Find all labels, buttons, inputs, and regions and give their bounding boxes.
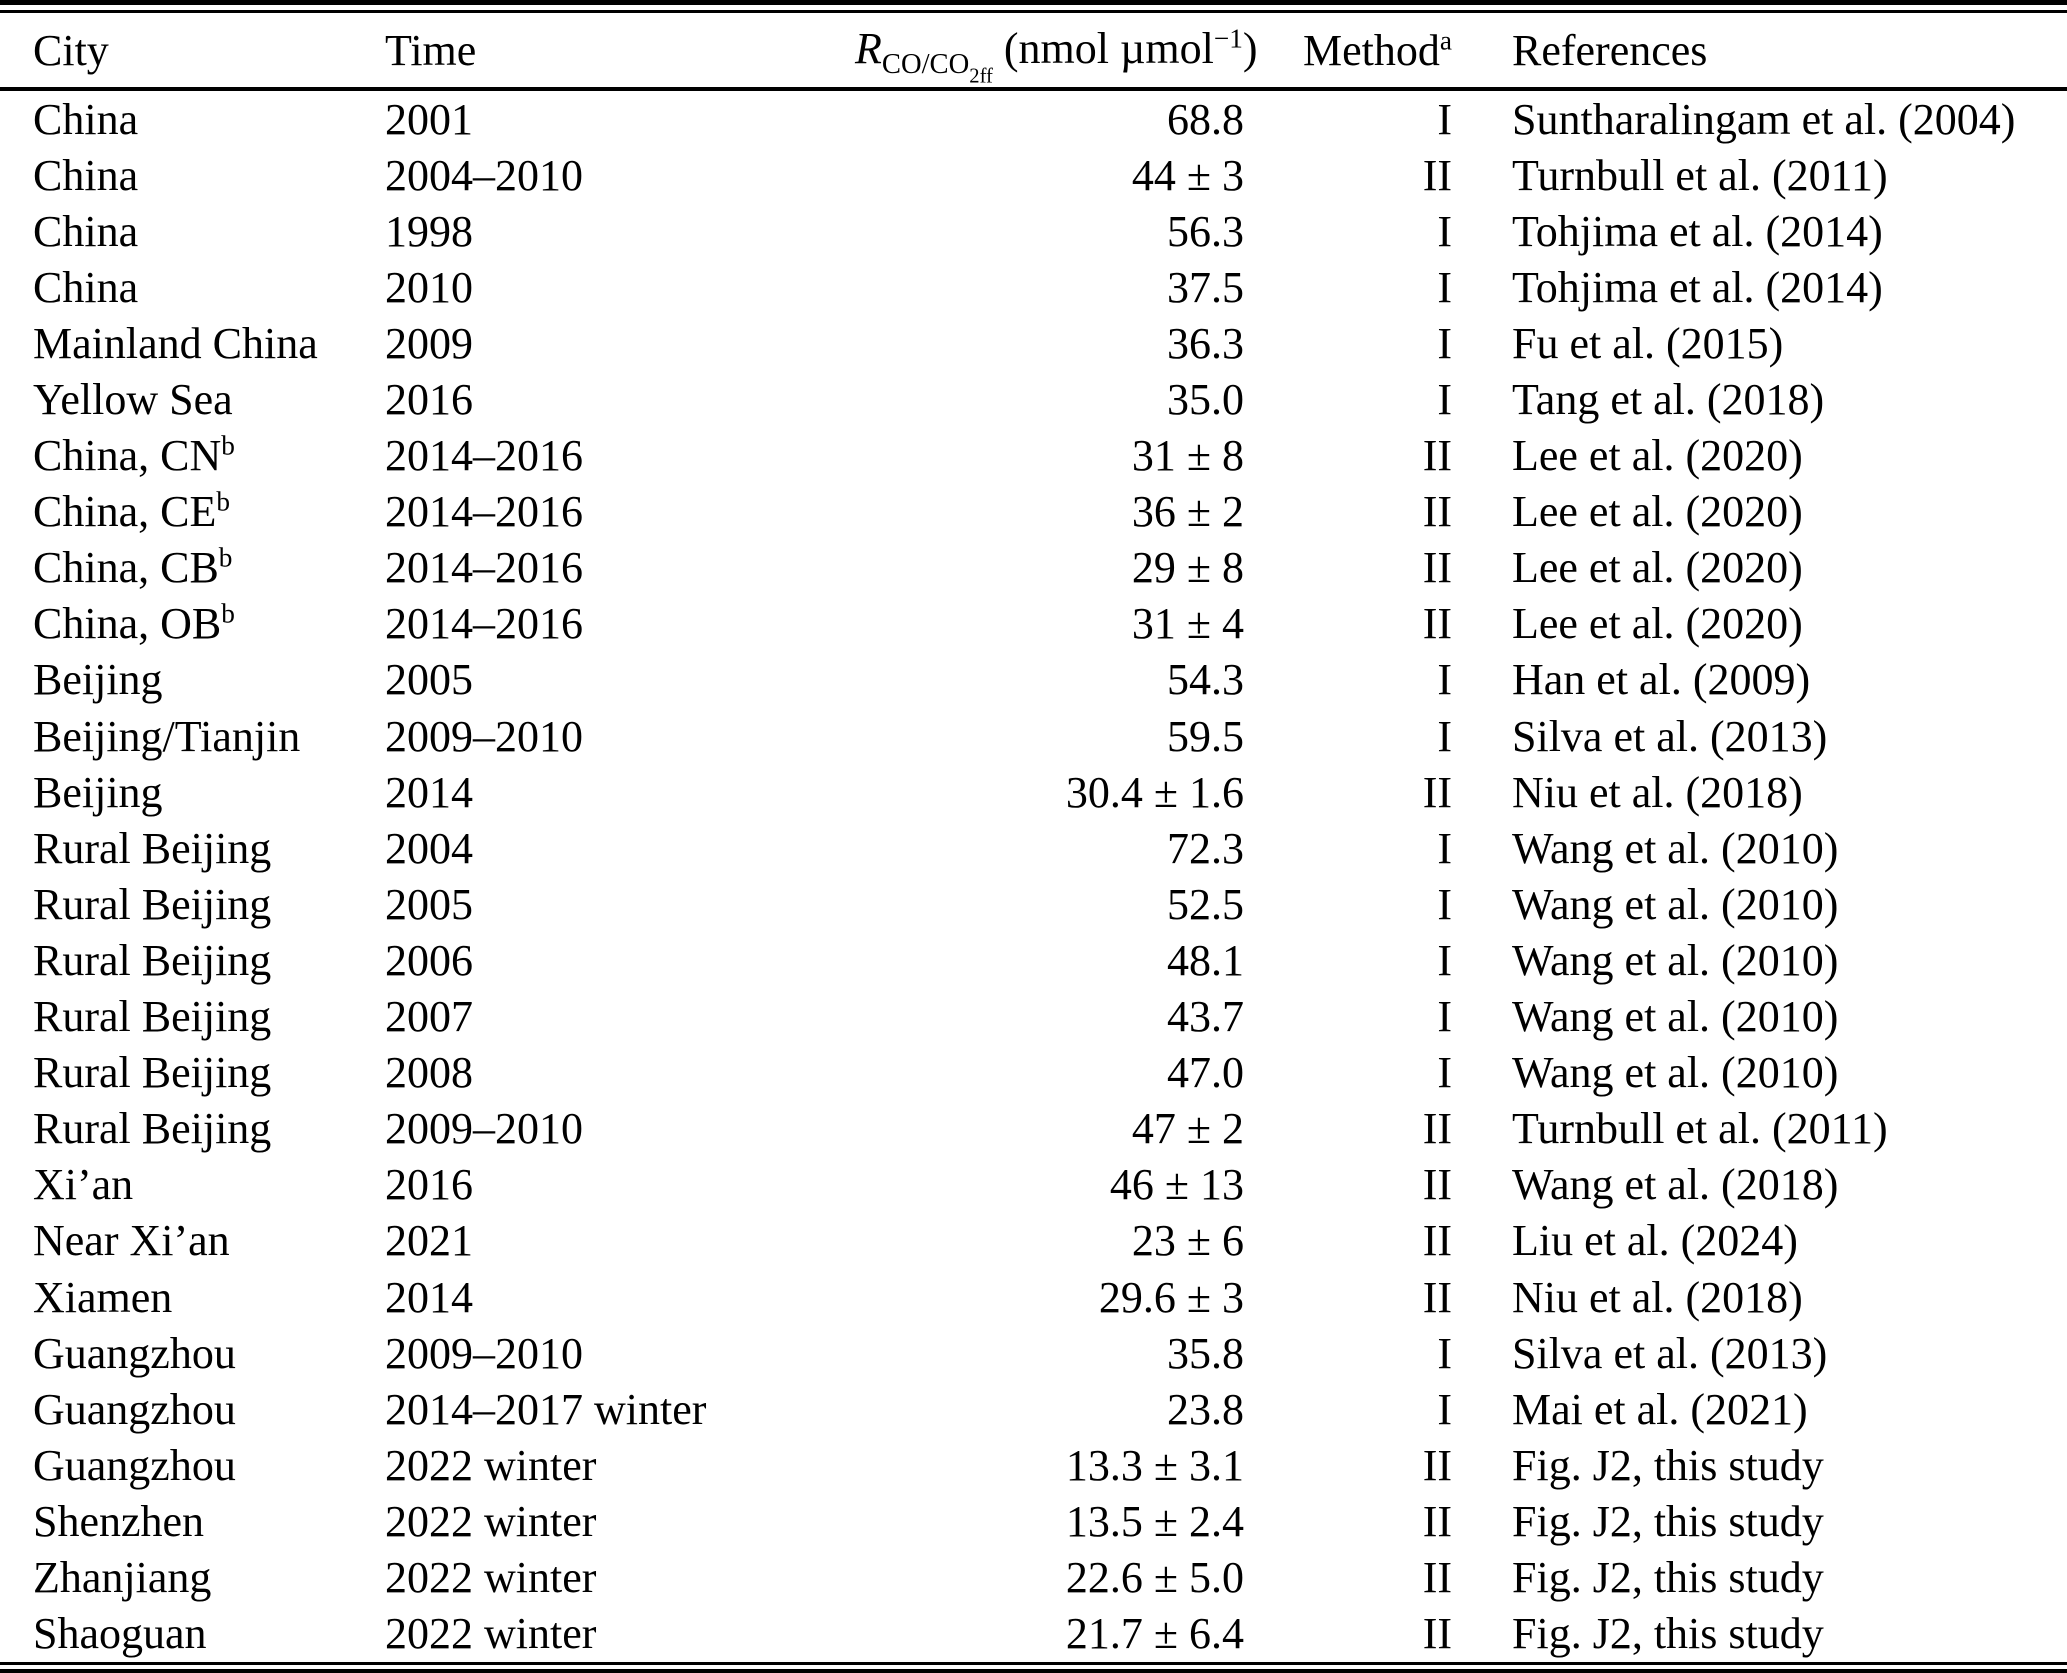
table-cell-ratio-value: 36 ± 2 bbox=[1131, 487, 1244, 537]
table-row bbox=[0, 259, 2067, 315]
city-name: Shaoguan bbox=[33, 1609, 207, 1659]
table-cell-reference: Han et al. (2009) bbox=[1512, 655, 1811, 705]
table-cell-ratio-value: 31 ± 4 bbox=[1131, 599, 1244, 649]
table-row bbox=[0, 1381, 2067, 1437]
table-cell-method: II bbox=[1422, 599, 1452, 649]
table-row bbox=[0, 540, 2067, 596]
city-name: Guangzhou bbox=[33, 1384, 236, 1434]
table-cell-city bbox=[0, 1437, 385, 1493]
table-row bbox=[0, 484, 2067, 540]
table-cell-city bbox=[0, 876, 385, 932]
city-name: Xi’an bbox=[33, 1160, 134, 1210]
city-name: China bbox=[33, 262, 139, 312]
table-cell-method: II bbox=[1422, 150, 1452, 200]
table-cell-method: I bbox=[1437, 318, 1452, 368]
table-cell-reference: Niu et al. (2018) bbox=[1512, 767, 1803, 817]
city-footnote-marker: b bbox=[216, 486, 230, 517]
table-row bbox=[0, 1213, 2067, 1269]
table-cell-reference: Wang et al. (2018) bbox=[1512, 1160, 1839, 1210]
table-cell-method: II bbox=[1422, 1216, 1452, 1266]
table-cell-reference: Wang et al. (2010) bbox=[1512, 823, 1839, 873]
table-cell-reference: Silva et al. (2013) bbox=[1512, 1328, 1828, 1378]
table-cell-ratio-value: 13.5 ± 2.4 bbox=[1065, 1496, 1244, 1546]
table-cell-time: 2001 bbox=[385, 94, 473, 144]
table-cell-time: 2005 bbox=[385, 879, 473, 929]
table-cell-time: 2014 bbox=[385, 767, 473, 817]
table-cell-city bbox=[0, 1381, 385, 1437]
table-cell-ratio-value: 13.3 ± 3.1 bbox=[1065, 1440, 1244, 1490]
table-row bbox=[0, 764, 2067, 820]
table-header-row bbox=[0, 13, 2067, 89]
table-cell-ratio-value: 36.3 bbox=[1167, 318, 1244, 368]
table-cell-time: 2021 bbox=[385, 1216, 473, 1266]
city-footnote-marker: b bbox=[218, 542, 233, 573]
table-cell-city bbox=[0, 708, 385, 764]
table-cell-city bbox=[0, 1157, 385, 1213]
city-name: Beijing bbox=[33, 655, 163, 705]
table-cell-time: 2004–2010 bbox=[385, 150, 583, 200]
table-cell-city bbox=[0, 371, 385, 427]
city-name: China, CN bbox=[33, 431, 222, 481]
table-cell-ratio-value: 72.3 bbox=[1167, 823, 1244, 873]
method-header-label: Method bbox=[1303, 25, 1440, 75]
table-cell-city bbox=[0, 820, 385, 876]
table-cell-reference: Wang et al. (2010) bbox=[1512, 879, 1839, 929]
table-cell-time: 2009 bbox=[385, 318, 473, 368]
table-row bbox=[0, 1045, 2067, 1101]
city-name: Mainland China bbox=[33, 318, 318, 368]
ratio-unit-close: ) bbox=[1242, 24, 1258, 74]
table-cell-method: II bbox=[1422, 1552, 1452, 1602]
method-footnote-marker: a bbox=[1439, 24, 1452, 55]
city-name: Zhanjiang bbox=[33, 1552, 212, 1602]
city-name: Rural Beijing bbox=[33, 935, 272, 985]
table-cell-city bbox=[0, 596, 385, 652]
table-row bbox=[0, 876, 2067, 932]
table-cell-ratio-value: 52.5 bbox=[1167, 879, 1244, 929]
table-cell-ratio-value: 29.6 ± 3 bbox=[1098, 1272, 1244, 1322]
table-cell-ratio-value: 30.4 ± 1.6 bbox=[1065, 767, 1244, 817]
table-cell-method: II bbox=[1422, 431, 1452, 481]
city-name: China bbox=[33, 94, 139, 144]
table-cell-time: 2016 bbox=[385, 1160, 473, 1210]
city-name: Yellow Sea bbox=[33, 375, 233, 425]
table-cell-method: II bbox=[1422, 1609, 1452, 1659]
table-cell-time: 2014–2016 bbox=[385, 543, 583, 593]
table-row bbox=[0, 989, 2067, 1045]
table-cell-reference: Lee et al. (2020) bbox=[1512, 599, 1803, 649]
table-cell-reference: Turnbull et al. (2011) bbox=[1512, 150, 1888, 200]
city-name: China, CB bbox=[33, 543, 219, 593]
city-name: Rural Beijing bbox=[33, 1048, 272, 1098]
table-cell-time: 2022 winter bbox=[385, 1496, 597, 1546]
table-row bbox=[0, 1606, 2067, 1662]
column-header-references: References bbox=[1460, 13, 2067, 89]
table-cell-time: 2014–2017 winter bbox=[385, 1384, 707, 1434]
table-cell-time: 2016 bbox=[385, 375, 473, 425]
table-cell-reference: Mai et al. (2021) bbox=[1512, 1384, 1808, 1434]
table-cell-reference: Wang et al. (2010) bbox=[1512, 992, 1839, 1042]
table-cell-method: II bbox=[1422, 1440, 1452, 1490]
table-cell-reference: Suntharalingam et al. (2004) bbox=[1512, 94, 2016, 144]
table-cell-city bbox=[0, 1606, 385, 1662]
table-cell-method: II bbox=[1422, 1104, 1452, 1154]
table-cell-ratio-value: 48.1 bbox=[1167, 935, 1244, 985]
table-cell-city bbox=[0, 1213, 385, 1269]
table-cell-reference: Wang et al. (2010) bbox=[1512, 935, 1839, 985]
column-header-method bbox=[1250, 13, 1460, 89]
table-row bbox=[0, 1269, 2067, 1325]
table-bottom-rule-thick bbox=[0, 1669, 2067, 1673]
table-cell-method: II bbox=[1422, 487, 1452, 537]
table-cell-time: 2009–2010 bbox=[385, 711, 583, 761]
table-cell-reference: Niu et al. (2018) bbox=[1512, 1272, 1803, 1322]
table-cell-method: I bbox=[1437, 935, 1452, 985]
table-row bbox=[0, 820, 2067, 876]
table-row bbox=[0, 652, 2067, 708]
table-cell-city bbox=[0, 1549, 385, 1605]
city-name: Shenzhen bbox=[33, 1496, 205, 1546]
table-cell-reference: Wang et al. (2010) bbox=[1512, 1048, 1839, 1098]
table-cell-reference: Silva et al. (2013) bbox=[1512, 711, 1828, 761]
city-name: Beijing/Tianjin bbox=[33, 711, 301, 761]
table-cell-time: 2006 bbox=[385, 935, 473, 985]
table-cell-city bbox=[0, 259, 385, 315]
city-name: Guangzhou bbox=[33, 1440, 236, 1490]
ratio-subscript bbox=[881, 49, 993, 88]
table-body bbox=[0, 89, 2067, 1662]
table-cell-time: 2014–2016 bbox=[385, 431, 583, 481]
table-cell-city bbox=[0, 147, 385, 203]
table-cell-method: II bbox=[1422, 543, 1452, 593]
table-cell-ratio-value: 21.7 ± 6.4 bbox=[1065, 1609, 1244, 1659]
table-cell-reference: Fu et al. (2015) bbox=[1512, 318, 1784, 368]
table-row bbox=[0, 1157, 2067, 1213]
table-cell-time: 2010 bbox=[385, 262, 473, 312]
table-cell-time: 2007 bbox=[385, 992, 473, 1042]
table-row bbox=[0, 315, 2067, 371]
table-cell-reference: Fig. J2, this study bbox=[1512, 1609, 1824, 1659]
table-cell-city bbox=[0, 484, 385, 540]
table-cell-ratio-value: 47 ± 2 bbox=[1131, 1104, 1244, 1154]
table-cell-method: II bbox=[1422, 1496, 1452, 1546]
table-cell-ratio-value: 46 ± 13 bbox=[1109, 1160, 1244, 1210]
table-cell-city bbox=[0, 652, 385, 708]
table-cell-time: 2022 winter bbox=[385, 1552, 597, 1602]
table-cell-method: I bbox=[1437, 823, 1452, 873]
city-name: Guangzhou bbox=[33, 1328, 236, 1378]
city-name: Xiamen bbox=[33, 1272, 173, 1322]
table-cell-time: 1998 bbox=[385, 206, 473, 256]
table-cell-city bbox=[0, 932, 385, 988]
table-row bbox=[0, 428, 2067, 484]
ratio-observations-table bbox=[0, 13, 2067, 1662]
table-cell-ratio-value: 35.0 bbox=[1167, 375, 1244, 425]
table-cell-reference: Fig. J2, this study bbox=[1512, 1496, 1824, 1546]
table-row bbox=[0, 1493, 2067, 1549]
ratio-subscript-nested: 2ff bbox=[969, 65, 993, 88]
table-cell-time: 2005 bbox=[385, 655, 473, 705]
table-cell-ratio-value: 31 ± 8 bbox=[1131, 431, 1244, 481]
table-cell-ratio-value: 23.8 bbox=[1167, 1384, 1244, 1434]
ratio-unit-exponent: −1 bbox=[1213, 23, 1243, 54]
table-cell-city bbox=[0, 315, 385, 371]
city-footnote-marker: b bbox=[221, 598, 235, 629]
table-row bbox=[0, 1101, 2067, 1157]
table-cell-method: II bbox=[1422, 1160, 1452, 1210]
table-cell-method: II bbox=[1422, 767, 1452, 817]
table-cell-city bbox=[0, 203, 385, 259]
table-cell-reference: Tohjima et al. (2014) bbox=[1512, 206, 1883, 256]
table-cell-method: I bbox=[1437, 262, 1452, 312]
table-cell-city bbox=[0, 1325, 385, 1381]
city-name: China, CE bbox=[33, 487, 217, 537]
table-cell-method: I bbox=[1437, 711, 1452, 761]
city-name: China bbox=[33, 150, 139, 200]
column-header-time: Time bbox=[385, 13, 855, 89]
ratio-subscript-main: CO/CO bbox=[881, 49, 970, 81]
table-header bbox=[0, 13, 2067, 89]
table-cell-reference: Lee et al. (2020) bbox=[1512, 543, 1803, 593]
table-cell-city bbox=[0, 428, 385, 484]
table-row bbox=[0, 371, 2067, 427]
table-row bbox=[0, 1437, 2067, 1493]
table-cell-method: I bbox=[1437, 879, 1452, 929]
ratio-unit-text: (nmol µmol bbox=[992, 24, 1214, 74]
table-cell-time: 2004 bbox=[385, 823, 473, 873]
city-footnote-marker: b bbox=[221, 430, 235, 461]
table-cell-reference: Fig. J2, this study bbox=[1512, 1440, 1824, 1490]
table-cell-ratio-value: 59.5 bbox=[1167, 711, 1244, 761]
table-cell-city bbox=[0, 540, 385, 596]
city-name: Rural Beijing bbox=[33, 1104, 272, 1154]
table-cell-reference: Tang et al. (2018) bbox=[1512, 375, 1825, 425]
table-cell-method: I bbox=[1437, 94, 1452, 144]
table-cell-time: 2014–2016 bbox=[385, 599, 583, 649]
table-cell-reference: Turnbull et al. (2011) bbox=[1512, 1104, 1888, 1154]
table-cell-city bbox=[0, 989, 385, 1045]
table-cell-method: I bbox=[1437, 1384, 1452, 1434]
table-cell-city bbox=[0, 89, 385, 147]
city-name: China bbox=[33, 206, 139, 256]
table-cell-ratio-value: 56.3 bbox=[1167, 206, 1244, 256]
city-name: Beijing bbox=[33, 767, 163, 817]
table-cell-method: I bbox=[1437, 655, 1452, 705]
table-cell-ratio-value: 37.5 bbox=[1167, 262, 1244, 312]
column-header-ratio bbox=[855, 13, 1258, 89]
table-row bbox=[0, 147, 2067, 203]
table-row bbox=[0, 708, 2067, 764]
table-cell-reference: Lee et al. (2020) bbox=[1512, 431, 1803, 481]
city-name: China, OB bbox=[33, 599, 222, 649]
table-cell-method: I bbox=[1437, 206, 1452, 256]
table-cell-ratio-value: 47.0 bbox=[1167, 1048, 1244, 1098]
table-cell-time: 2022 winter bbox=[385, 1440, 597, 1490]
table-cell-ratio-value: 29 ± 8 bbox=[1131, 543, 1244, 593]
table-cell-city bbox=[0, 1045, 385, 1101]
table-cell-ratio-value: 23 ± 6 bbox=[1131, 1216, 1244, 1266]
table-cell-city bbox=[0, 764, 385, 820]
table-cell-city bbox=[0, 1493, 385, 1549]
table-row bbox=[0, 1549, 2067, 1605]
table-cell-city bbox=[0, 1101, 385, 1157]
column-header-city: City bbox=[0, 13, 385, 89]
city-name: Near Xi’an bbox=[33, 1216, 230, 1266]
table-row bbox=[0, 932, 2067, 988]
table-cell-time: 2009–2010 bbox=[385, 1104, 583, 1154]
table-cell-ratio-value: 54.3 bbox=[1167, 655, 1244, 705]
table-cell-time: 2008 bbox=[385, 1048, 473, 1098]
table-cell-time: 2014–2016 bbox=[385, 487, 583, 537]
table-cell-time: 2014 bbox=[385, 1272, 473, 1322]
city-name: Rural Beijing bbox=[33, 823, 272, 873]
table-cell-ratio-value: 22.6 ± 5.0 bbox=[1065, 1552, 1244, 1602]
table-cell-method: I bbox=[1437, 1328, 1452, 1378]
table-cell-ratio-value: 44 ± 3 bbox=[1131, 150, 1244, 200]
table-cell-reference: Fig. J2, this study bbox=[1512, 1552, 1824, 1602]
ratio-symbol: R bbox=[855, 24, 882, 74]
table-cell-reference: Lee et al. (2020) bbox=[1512, 487, 1803, 537]
table-cell-ratio-value: 68.8 bbox=[1167, 94, 1244, 144]
table-cell-ratio-value: 35.8 bbox=[1167, 1328, 1244, 1378]
table-row bbox=[0, 596, 2067, 652]
table-row bbox=[0, 203, 2067, 259]
table-row bbox=[0, 1325, 2067, 1381]
table-cell-city bbox=[0, 1269, 385, 1325]
table-cell-method: II bbox=[1422, 1272, 1452, 1322]
table-cell-ratio-value: 43.7 bbox=[1167, 992, 1244, 1042]
table-cell-reference: Tohjima et al. (2014) bbox=[1512, 262, 1883, 312]
table-cell-method: I bbox=[1437, 375, 1452, 425]
table-cell-time: 2022 winter bbox=[385, 1609, 597, 1659]
table-cell-reference: Liu et al. (2024) bbox=[1512, 1216, 1798, 1266]
table-cell-method: I bbox=[1437, 1048, 1452, 1098]
city-name: Rural Beijing bbox=[33, 879, 272, 929]
table-cell-method: I bbox=[1437, 992, 1452, 1042]
city-name: Rural Beijing bbox=[33, 992, 272, 1042]
table-cell-time: 2009–2010 bbox=[385, 1328, 583, 1378]
table-row bbox=[0, 89, 2067, 147]
